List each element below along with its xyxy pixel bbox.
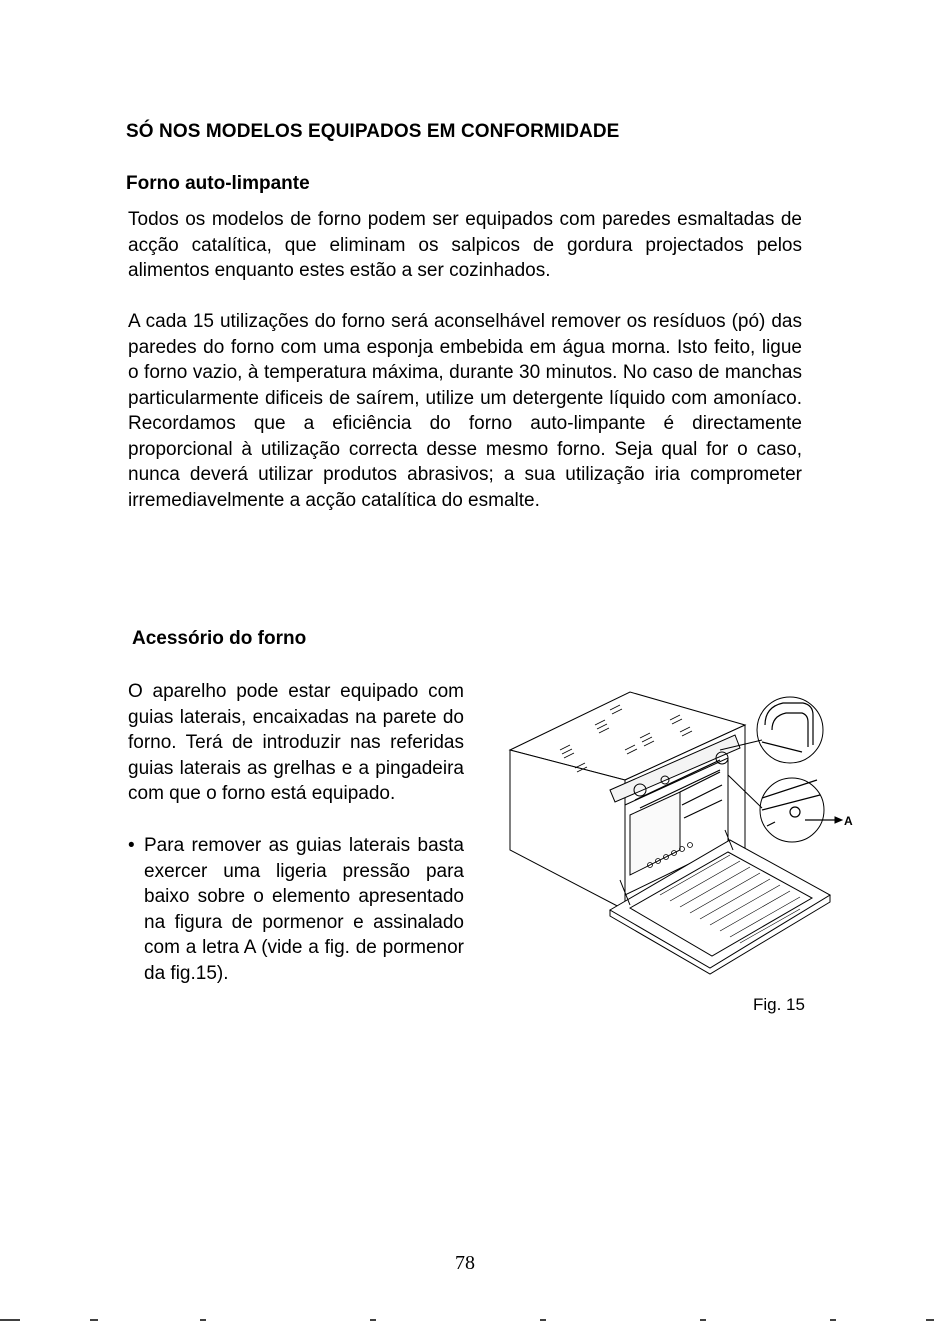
oven-illustration: [500, 680, 870, 980]
heading-self-cleaning-oven: Forno auto-limpante: [126, 173, 310, 194]
heading-oven-accessory: Acessório do forno: [132, 628, 307, 649]
bullet-text: Para remover as guias laterais basta exercer uma ligeria pressão para baixo sobre o elemento apresentado na figura de pormenor e assinalado com a letra A (vide a fig. de pormenor da fig.15).: [144, 835, 464, 984]
bullet-mark: •: [128, 835, 135, 856]
self-cleaning-paragraph-2: A cada 15 utilizações do forno será aconselhável remover os resíduos (pó) das paredes do forno com uma esponja embebida em água morna. Isto feito, ligue o forno vazio, à temperatura máxima, durante 30 minutos. No caso de manchas particularmente dificeis de saírem, utilize um detergente líquido com amoníaco. Recordamos que a eficiência do forno auto-limpante é directamente proporcional à utilização correcta desse mesmo forno. Seja qual for o caso, nunca deverá utilizar produtos abrasivos; a sua utilização iria comprometer irremediavelmente a acção catalítica do esmalte.: [128, 311, 802, 511]
page-number: 78: [455, 1252, 475, 1274]
bottom-edge-marks: [0, 1318, 934, 1321]
self-cleaning-paragraph-1: Todos os modelos de forno podem ser equipados com paredes esmaltadas de acção catalítica, que eliminam os salpicos de gordura projectados pelos alimentos enquanto estes estão a ser cozinhados.: [128, 209, 802, 281]
accessory-paragraph: O aparelho pode estar equipado com guias laterais, encaixadas na parete do forno. Terá de introduzir nas referidas guias laterais as grelhas e a pingadeira com que o forno está equipado.: [128, 681, 464, 804]
callout-label-a: A: [844, 814, 853, 828]
figure-caption: Fig. 15: [753, 995, 805, 1014]
accessory-bullet-item: [128, 833, 464, 986]
section-title: SÓ NOS MODELOS EQUIPADOS EM CONFORMIDADE: [126, 121, 620, 142]
